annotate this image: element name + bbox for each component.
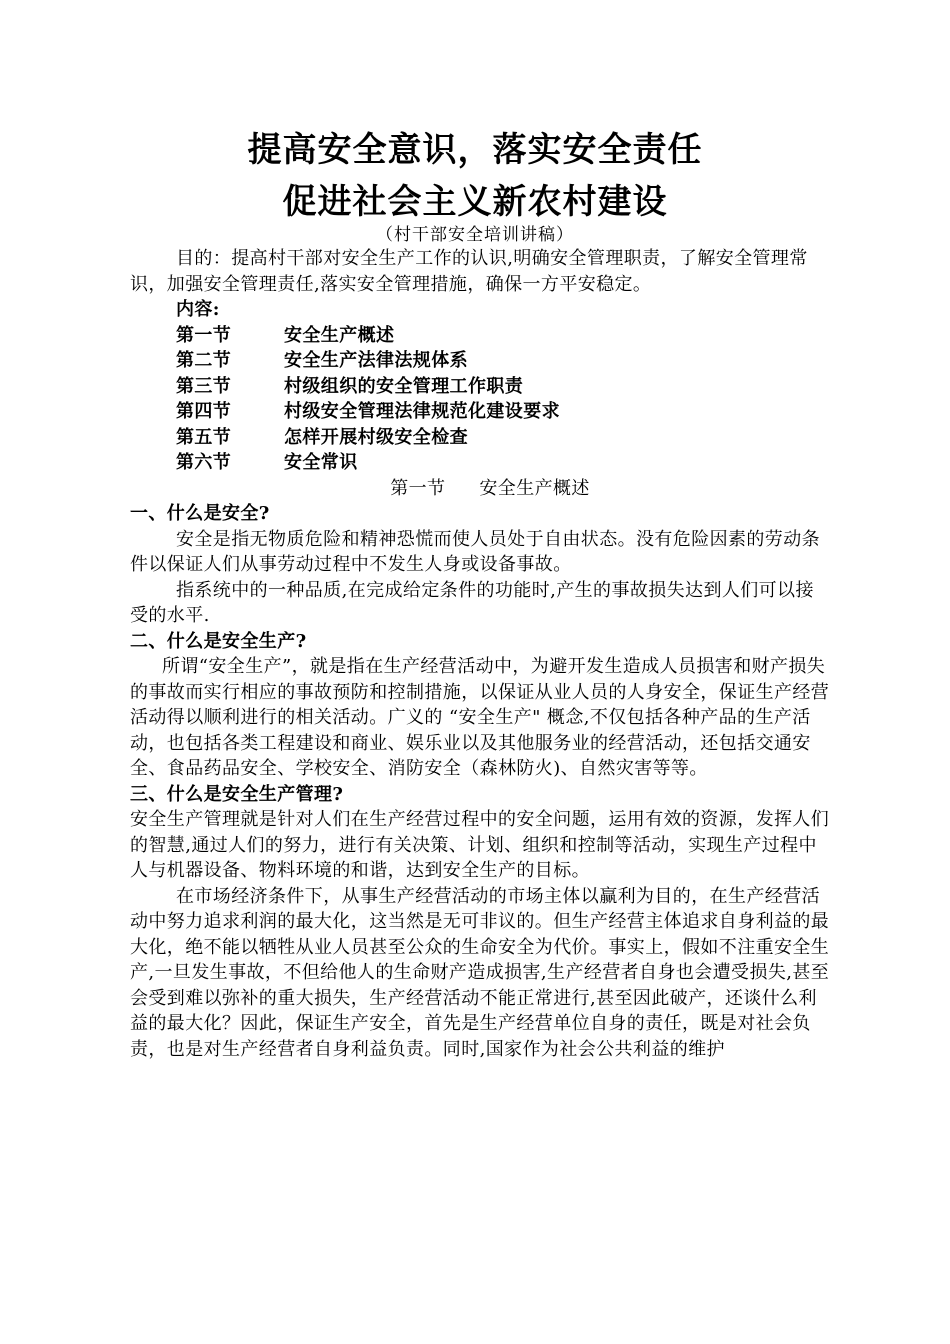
toc-item-title: 村级组织的安全管理工作职责 xyxy=(284,375,524,397)
toc-item-number: 第三节 xyxy=(176,375,232,397)
question-heading-3: 三、什么是安全生产管理? xyxy=(130,783,344,805)
toc-item xyxy=(176,425,830,451)
table-of-contents xyxy=(130,323,830,476)
purpose-paragraph: 目的：提高村干部对安全生产工作的认识,明确安全管理职责，了解安全管理常识，加强安全管理责任,落实安全管理措施，确保一方平安稳定。 xyxy=(130,248,808,295)
toc-item-number: 第四节 xyxy=(176,401,232,422)
toc-item-number: 第六节 xyxy=(176,452,232,473)
document-body xyxy=(130,246,830,1062)
paragraph: 所谓“安全生产”，就是指在生产经营活动中，为避开发生造成人员损害和财产损失的事故而实行相应的事故预防和控制措施，以保证从业人员的人身安全，保证生产经营活动得以顺利进行的相关活动。广义的 “安全生产" 概念,不仅包括各种产品的生产活动，也包括各类工程建设和商业、娱乐业以及其他服务业的经营活动，还包括交通安全、食品药品安全、学校安全、消防安全（森林防火)、自然灾害等等。 xyxy=(130,656,830,779)
toc-item xyxy=(176,399,830,425)
toc-item-title: 安全生产概述 xyxy=(284,324,395,346)
paragraph: 安全是指无物质危险和精神恐慌而使人员处于自由状态。没有危险因素的劳动条件以保证人们从事劳动过程中不发生人身或设备事故。 xyxy=(130,528,820,575)
toc-item xyxy=(176,323,830,349)
toc-item-title: 安全生产法律法规体系 xyxy=(284,350,468,371)
paragraph: 安全生产管理就是针对人们在生产经营过程中的安全问题，运用有效的资源，发挥人们的智慧,通过人们的努力，进行有关决策、计划、组织和控制等活动，实现生产过程中人与机器设备、物料环境的和谐，达到安全生产的目标。 xyxy=(130,809,830,881)
question-heading-2: 二、什么是安全生产? xyxy=(130,630,307,652)
toc-item xyxy=(176,348,830,374)
section-number: 第一节 xyxy=(390,477,446,499)
toc-item-number: 第二节 xyxy=(176,350,232,371)
toc-item-number: 第五节 xyxy=(176,426,232,448)
toc-item-number: 第一节 xyxy=(176,324,232,346)
title-line-2: 促进社会主义新农村建设 xyxy=(282,182,668,222)
toc-item xyxy=(176,450,830,476)
toc-item xyxy=(176,374,830,400)
title-line-1: 提高安全意识，落实安全责任 xyxy=(247,130,703,170)
paragraph: 指系统中的一种品质,在完成给定条件的功能时,产生的事故损失达到人们可以接受的水平. xyxy=(130,579,814,626)
toc-item-title: 怎样开展村级安全检查 xyxy=(284,426,468,448)
question-heading-1: 一、什么是安全? xyxy=(130,503,270,524)
subtitle: （村干部安全培训讲稿） xyxy=(376,225,574,245)
toc-item-title: 安全常识 xyxy=(284,452,358,473)
paragraph: 在市场经济条件下，从事生产经营活动的市场主体以赢利为目的，在生产经营活动中努力追求利润的最大化，这当然是无可非议的。但生产经营主体追求自身利益的最大化，绝不能以牺牲从业人员甚至公众的生命安全为代价。事实上，假如不注重安全生产,一旦发生事故，不但给他人的生命财产造成损害,生产经营者自身也会遭受损失,甚至会受到难以弥补的重大损失，生产经营活动不能正常进行,甚至因此破产，还谈什么利益的最大化？因此，保证生产安全，首先是生产经营单位自身的责任，既是对社会负责，也是对生产经营者自身利益负责。同时,国家作为社会公共利益的维护 xyxy=(130,885,830,1060)
section-heading xyxy=(130,476,830,502)
toc-item-title: 村级安全管理法律规范化建设要求 xyxy=(284,401,560,422)
contents-label: 内容: xyxy=(176,299,220,320)
section-title: 安全生产概述 xyxy=(479,477,590,499)
